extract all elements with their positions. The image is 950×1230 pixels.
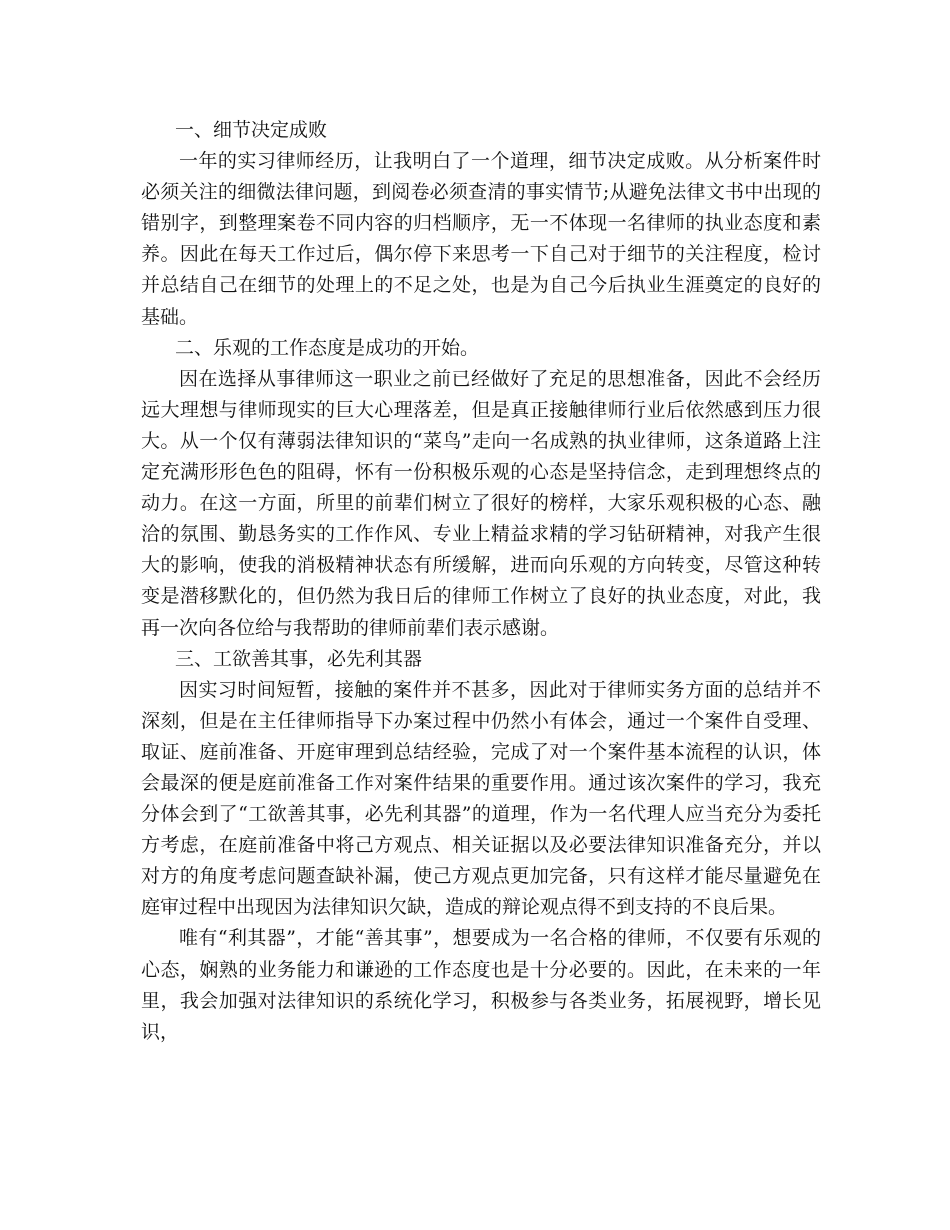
- paragraph-conclusion: 唯有“利其器”，才能“善其事”，想要成为一名合格的律师，不仅要有乐观的心态，娴熟的业务能力和谦逊的工作态度也是十分必要的。因此，在未来的一年里，我会加强对法律知识的系统化学习，积极参与各类业务，拓展视野，增长见识，: [141, 927, 821, 1043]
- document-body: [141, 115, 821, 1048]
- section-heading-2: 二、乐观的工作态度是成功的开始。: [175, 336, 480, 359]
- section-heading-3: 三、工欲善其事，必先利其器: [175, 647, 423, 670]
- paragraph-attitude: 因在选择从事律师这一职业之前已经做好了充足的思想准备，因此不会经历远大理想与律师现实的巨大心理落差，但是真正接触律师行业后依然感到压力很大。从一个仅有薄弱法律知识的“菜鸟”走向一名成熟的执业律师，这条道路上注定充满形形色色的阻碍，怀有一份积极乐观的心态是坚持信念，走到理想终点的动力。在这一方面，所里的前辈们树立了很好的榜样，大家乐观积极的心态、融洽的氛围、勤恳务实的工作作风、专业上精益求精的学习钻研精神，对我产生很大的影响，使我的消极精神状态有所缓解，进而向乐观的方向转变，尽管这种转变是潜移默化的，但仍然为我日后的律师工作树立了良好的执业态度，对此，我再一次向各位给与我帮助的律师前辈们表示感谢。: [141, 367, 821, 639]
- paragraph-details: 一年的实习律师经历，让我明白了一个道理，细节决定成败。从分析案件时必须关注的细微法律问题，到阅卷必须查清的事实情节;从避免法律文书中出现的错别字，到整理案卷不同内容的归档顺序，无一不体现一名律师的执业态度和素养。因此在每天工作过后，偶尔停下来思考一下自己对于细节的关注程度，检讨并总结自己在细节的处理上的不足之处，也是为自己今后执业生涯奠定的良好的基础。: [141, 150, 821, 328]
- paragraph-tools: 因实习时间短暂，接触的案件并不甚多，因此对于律师实务方面的总结并不深刻，但是在主任律师指导下办案过程中仍然小有体会，通过一个案件自受理、取证、庭前准备、开庭审理到总结经验，完成了对一个案件基本流程的认识，体会最深的便是庭前准备工作对案件结果的重要作用。通过该次案件的学习，我充分体会到了“工欲善其事，必先利其器”的道理，作为一名代理人应当充分为委托方考虑，在庭前准备中将己方观点、相关证据以及必要法律知识准备充分，并以对方的角度考虑问题查缺补漏，使己方观点更加完备，只有这样才能尽量避免在庭审过程中出现因为法律知识欠缺，造成的辩论观点得不到支持的不良后果。: [141, 678, 821, 919]
- section-heading-1: 一、细节决定成败: [175, 119, 328, 141]
